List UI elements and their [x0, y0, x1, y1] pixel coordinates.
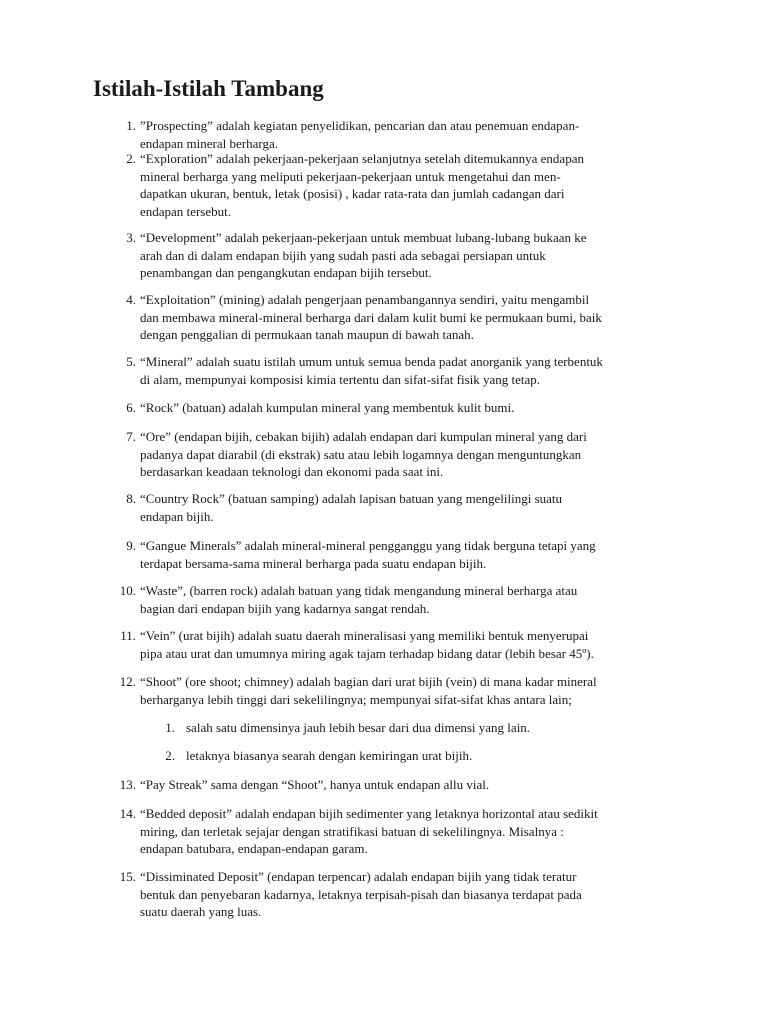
list-item-text	[140, 868, 685, 921]
text-line: dan membawa mineral-mineral berharga dari dalam kulit bumi ke permukaan bumi, baik	[140, 309, 602, 325]
text-line: terdapat bersama-sama mineral berharga pada suatu endapan bijih.	[140, 555, 487, 571]
list-item-number: 8.	[126, 491, 136, 506]
list-item-text	[140, 673, 685, 708]
list-item-text	[140, 805, 685, 858]
list-item-number: 2.	[126, 151, 136, 166]
text-line: salah satu dimensinya jauh lebih besar dari dua dimensi yang lain.	[186, 720, 531, 735]
list-item-text	[140, 627, 685, 662]
list-item-text	[140, 150, 685, 220]
text-line: “Development” adalah pekerjaan-pekerjaan untuk membuat lubang-lubang bukaan ke	[140, 230, 587, 245]
text-line: bagian dari endapan bijih yang kadarnya sangat rendah.	[140, 600, 430, 616]
list-item-number: 12.	[119, 674, 136, 689]
list-item-text	[140, 291, 685, 344]
text-line: “Rock” (batuan) adalah kumpulan mineral yang membentuk kulit bumi.	[140, 400, 515, 415]
text-line: “Exploration” adalah pekerjaan-pekerjaan selanjutnya setelah ditemukannya endapan	[140, 151, 584, 166]
text-line: miring, dan terletak sejajar dengan stratifikasi batuan di sekelilingnya. Misalnya :	[140, 823, 564, 839]
text-line: “Exploitation” (mining) adalah pengerjaan penambangannya sendiri, yaitu mengambil	[140, 292, 590, 307]
list-item-text	[140, 229, 685, 282]
text-line: dengan penggalian di permukaan tanah maupun di bawah tanah.	[140, 327, 474, 342]
list-item-number: 3.	[126, 230, 136, 245]
list-item-text	[140, 399, 685, 417]
text-line: endapan bijih.	[140, 508, 214, 524]
sub-list-item-text	[186, 747, 686, 765]
text-line: “Shoot” (ore shoot; chimney) adalah bagian dari urat bijih (vein) di mana kadar mineral	[140, 674, 597, 689]
text-line: di alam, mempunyai komposisi kimia tertentu dan sifat-sifat fisik yang tetap.	[140, 371, 541, 387]
text-line: letaknya biasanya searah dengan kemiringan urat bijih.	[186, 748, 473, 763]
list-item-text	[140, 537, 685, 572]
page-title: Istilah-Istilah Tambang	[93, 76, 324, 101]
list-item-number: 13.	[119, 777, 136, 792]
list-item-number: 9.	[126, 538, 136, 553]
list-item-number: 10.	[119, 583, 136, 598]
text-line: berharganya lebih tinggi dari sekelilingnya; mempunyai sifat-sifat khas antara lain;	[140, 691, 572, 707]
text-line: dapatkan ukuran, bentuk, letak (posisi) , kadar rata-rata dan jumlah cadangan dari	[140, 186, 565, 201]
text-line: “Ore” (endapan bijih, cebakan bijih) adalah endapan dari kumpulan mineral yang dari	[140, 429, 587, 444]
list-item-number: 11.	[120, 628, 136, 643]
text-line: pipa atau urat dan umumnya miring agak tajam terhadap bidang datar (lebih besar 45º).	[140, 645, 594, 661]
list-item-number: 14.	[119, 806, 136, 821]
text-line: suatu daerah yang luas.	[140, 904, 262, 919]
text-line: “Pay Streak” sama dengan “Shoot”, hanya untuk endapan allu vial.	[140, 777, 490, 792]
text-line: ”Prospecting” adalah kegiatan penyelidikan, pencarian dan atau penemuan endapan-	[140, 118, 580, 133]
text-line: “Mineral” adalah suatu istilah umum untuk semua benda padat anorganik yang terbentuk	[140, 354, 603, 369]
list-item-number: 15.	[119, 869, 136, 884]
list-item-text	[140, 428, 685, 481]
text-line: arah dan di dalam endapan bijih yang sudah pasti ada sebagai persiapan untuk	[140, 247, 546, 263]
text-line: mineral berharga yang meliputi pekerjaan-pekerjaan untuk mengetahui dan men-	[140, 168, 561, 184]
text-line: endapan batubara, endapan-endapan garam.	[140, 841, 368, 856]
sub-list-item-text	[186, 719, 686, 737]
list-item-text	[140, 582, 685, 617]
sub-list-item-number: 1.	[165, 720, 175, 735]
sub-list-item-number: 2.	[165, 748, 175, 763]
text-line: “Country Rock” (batuan samping) adalah lapisan batuan yang mengelilingi suatu	[140, 491, 563, 506]
list-item-number: 7.	[126, 429, 136, 444]
text-line: bentuk dan penyebaran kadarnya, letaknya terpisah-pisah dan biasanya terdapat pada	[140, 886, 582, 902]
list-item-number: 1.	[126, 118, 136, 133]
list-item-number: 5.	[126, 354, 136, 369]
text-line: endapan tersebut.	[140, 203, 231, 219]
list-item-text	[140, 353, 685, 388]
text-line: endapan mineral berharga.	[140, 135, 278, 151]
list-item-text	[140, 776, 685, 794]
list-item-number: 6.	[126, 400, 136, 415]
text-line: “Waste”, (barren rock) adalah batuan yang tidak mengandung mineral berharga atau	[140, 583, 578, 598]
text-line: “Vein” (urat bijih) adalah suatu daerah mineralisasi yang memiliki bentuk menyerupai	[140, 628, 589, 643]
text-line: berdasarkan keadaan teknologi dan ekonomi pada saat ini.	[140, 464, 444, 479]
text-line: penambangan dan pengangkutan endapan bijih tersebut.	[140, 265, 432, 280]
text-line: “Dissiminated Deposit” (endapan terpencar) adalah endapan bijih yang tidak teratur	[140, 869, 577, 884]
text-line: “Gangue Minerals” adalah mineral-mineral pengganggu yang tidak berguna tetapi yang	[140, 538, 596, 553]
text-line: padanya dapat diarabil (di ekstrak) satu atau lebih logamnya dengan menguntungkan	[140, 446, 582, 462]
list-item-text	[140, 490, 685, 525]
list-item-number: 4.	[126, 292, 136, 307]
text-line: “Bedded deposit” adalah endapan bijih sedimenter yang letaknya horizontal atau sedikit	[140, 806, 598, 821]
list-item-text	[140, 117, 685, 152]
